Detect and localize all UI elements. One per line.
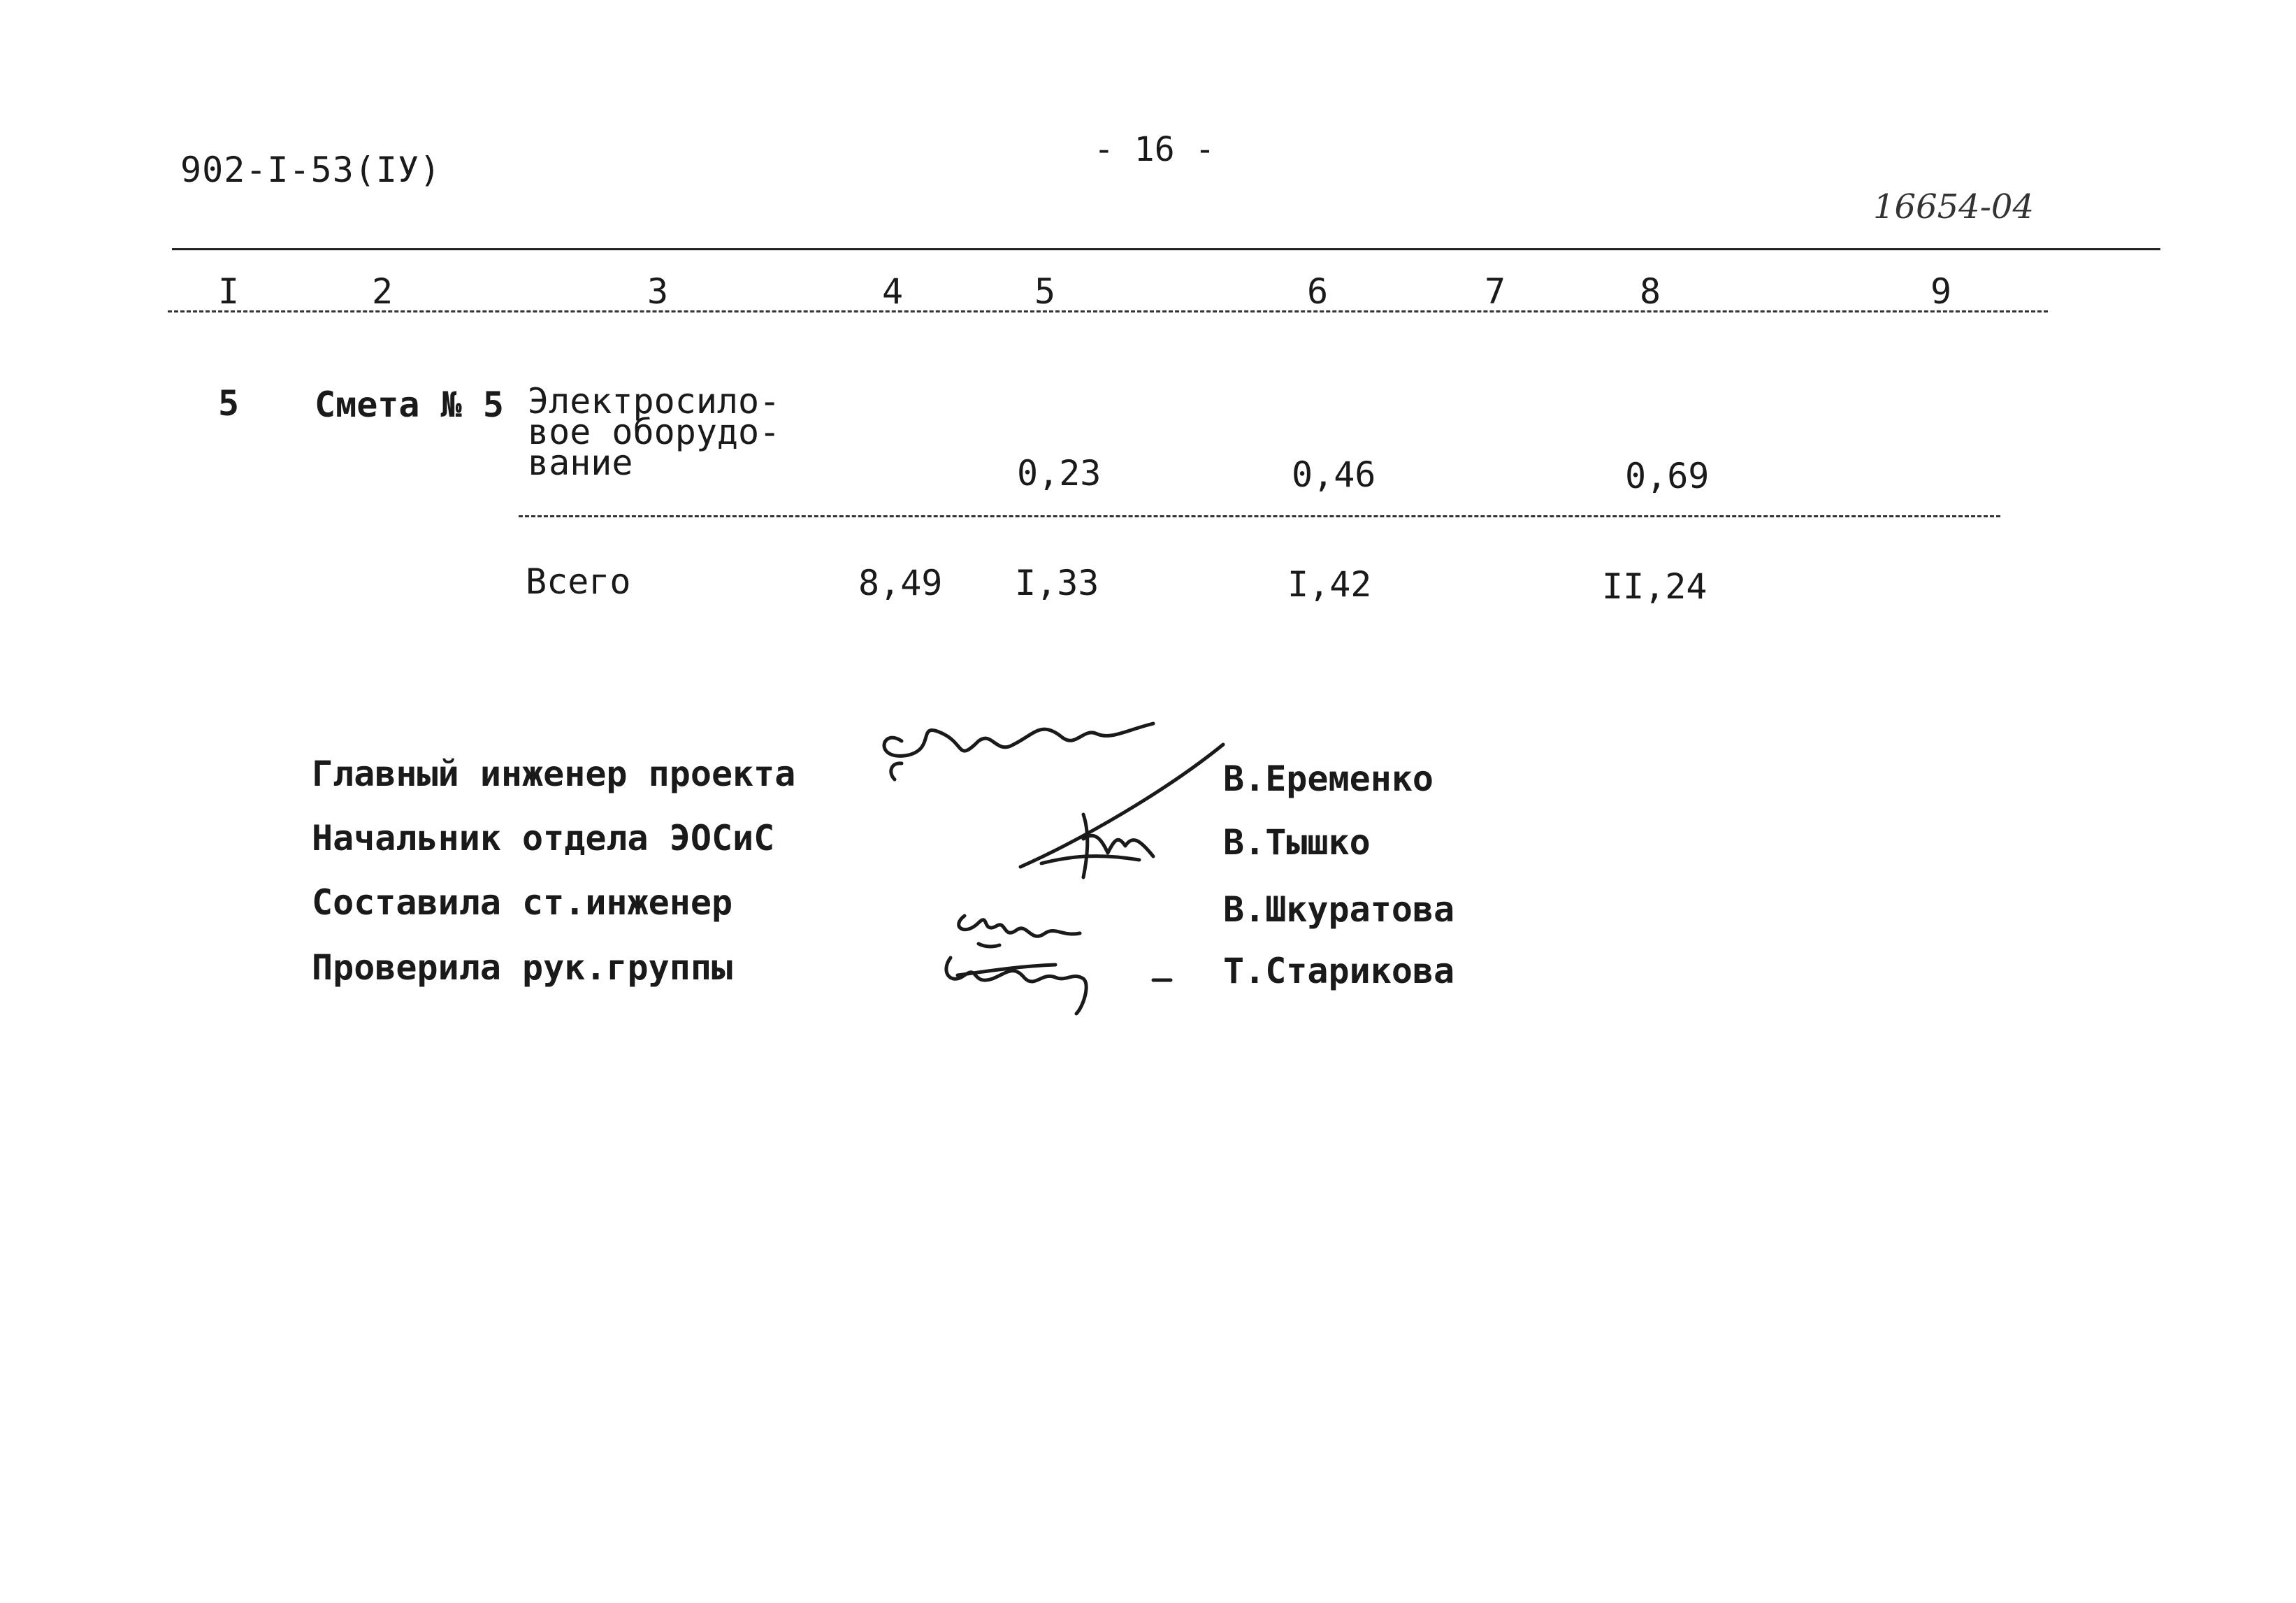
- signature-role: Начальник отдела ЭОСиС: [312, 818, 775, 858]
- total-value-col6: I,42: [1287, 564, 1372, 605]
- description-line: вое оборудо-: [528, 412, 781, 452]
- row-value-col6: 0,46: [1292, 454, 1376, 495]
- total-value-col4: 8,49: [858, 563, 943, 603]
- signature-name: В.Шкуратова: [1223, 889, 1455, 930]
- description-line: вание: [528, 443, 633, 483]
- signature-name: В.Еременко: [1223, 759, 1434, 799]
- handwritten-signatures: [874, 713, 1237, 1021]
- table-row-estimate: Смета № 5: [315, 384, 504, 425]
- column-number-5: 5: [1034, 271, 1056, 312]
- column-number-1: I: [218, 271, 240, 312]
- table-top-rule: [172, 248, 2160, 250]
- signature-role: Составила ст.инженер: [312, 882, 733, 923]
- signature-stroke: [1020, 745, 1223, 867]
- row-value-col8: 0,69: [1625, 456, 1710, 496]
- column-number-2: 2: [372, 271, 394, 312]
- column-number-8: 8: [1640, 271, 1661, 312]
- table-row-description: [528, 381, 781, 483]
- column-number-7: 7: [1485, 271, 1506, 312]
- signature-name: Т.Старикова: [1223, 951, 1455, 991]
- document-code: 902-I-53(ІУ): [180, 150, 442, 190]
- column-number-4: 4: [882, 271, 904, 312]
- total-value-col8: II,24: [1602, 566, 1707, 607]
- total-separator-rule: [519, 515, 2000, 517]
- page-number: - 16 -: [1094, 130, 1215, 169]
- signature-role: Главный инженер проекта: [312, 754, 796, 794]
- signature-mark-2: [1083, 814, 1153, 877]
- signature-mark-1: [884, 724, 1153, 756]
- table-row-number: 5: [218, 383, 240, 424]
- total-label: Всего: [526, 561, 631, 602]
- signature-name: В.Тышко: [1223, 822, 1371, 863]
- signature-mark-3: [959, 916, 1080, 936]
- column-number-6: 6: [1307, 271, 1329, 312]
- header-bottom-rule: [168, 310, 2048, 312]
- signature-role: Проверила рук.группы: [312, 947, 733, 988]
- total-value-col5: I,33: [1015, 563, 1099, 603]
- description-line: Электросило-: [528, 381, 781, 422]
- inventory-number: 16654-04: [1873, 187, 2034, 227]
- column-number-3: 3: [647, 271, 669, 312]
- column-number-9: 9: [1930, 271, 1952, 312]
- row-value-col5: 0,23: [1017, 453, 1102, 494]
